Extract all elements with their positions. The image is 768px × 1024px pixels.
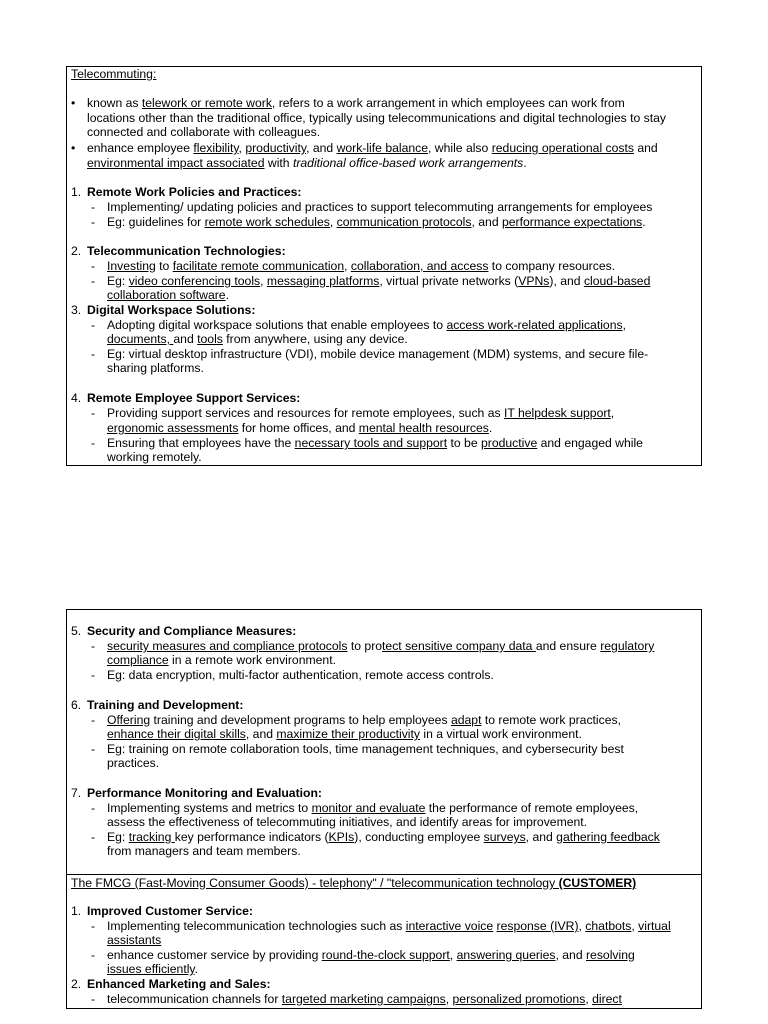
dash: - (91, 347, 96, 361)
item-text: Eg: video conferencing tools, messaging platforms, virtual private networks (VPNs), and cloud-based (107, 274, 651, 288)
item-text: security measures and compliance protocols to protect sensitive company data and ensure regulatory (107, 639, 655, 653)
section-title: Digital Workspace Solutions: (87, 303, 256, 317)
dash: - (91, 406, 96, 420)
section-title: Remote Employee Support Services: (87, 391, 301, 405)
dash: - (91, 259, 96, 273)
item-text: Implementing telecommunication technologies such as interactive voice response (IVR), chatbots, virtual (107, 919, 671, 933)
item-text: Eg: virtual desktop infrastructure (VDI), mobile device management (MDM) systems, and secure file- (107, 347, 649, 361)
dash: - (91, 948, 96, 962)
item-text: Offering training and development programs to help employees adapt to remote work practices, (107, 713, 621, 727)
item-text: Ensuring that employees have the necessary tools and support to be productive and engaged while (107, 436, 643, 450)
dash: - (91, 668, 96, 682)
dash: - (91, 200, 96, 214)
dash: - (91, 274, 96, 288)
section-title: Remote Work Policies and Practices: (87, 185, 302, 199)
page-heading: Telecommuting: (71, 67, 157, 81)
item-text: Adopting digital workspace solutions that enable employees to access work-related applications, (107, 318, 626, 332)
fmcg-heading: The FMCG (Fast-Moving Consumer Goods) - telephony" / "telecommunication technology (CUSTOMER) (71, 876, 637, 890)
dash: - (91, 436, 96, 450)
section-number: 6. (71, 698, 82, 712)
bullet-text: locations other than the traditional office, typically using telecommunications and digital technologies to stay (87, 111, 667, 125)
section-title: Performance Monitoring and Evaluation: (87, 786, 322, 800)
item-text: compliance in a remote work environment. (107, 653, 336, 667)
item-text: sharing platforms. (107, 361, 204, 375)
document-page-1 (66, 66, 702, 466)
item-text: Eg: tracking key performance indicators (KPIs), conducting employee surveys, and gathering feedback (107, 830, 660, 844)
dash: - (91, 713, 96, 727)
item-text: enhance their digital skills, and maximize their productivity in a virtual work environment. (107, 727, 582, 741)
item-text: Providing support services and resources for remote employees, such as IT helpdesk support, (107, 406, 615, 420)
document-page-2 (66, 609, 702, 1009)
section-number: 1. (71, 904, 82, 918)
item-text: working remotely. (107, 450, 202, 464)
item-text: Implementing systems and metrics to monitor and evaluate the performance of remote employees, (107, 801, 639, 815)
bullet-text: connected and collaborate with colleagues. (87, 125, 321, 139)
item-text: Implementing/ updating policies and practices to support telecommuting arrangements for employees (107, 200, 653, 214)
item-text: documents, and tools from anywhere, using any device. (107, 332, 408, 346)
dash: - (91, 639, 96, 653)
item-text: ergonomic assessments for home offices, and mental health resources. (107, 421, 493, 435)
item-text: assess the effectiveness of telecommuting initiatives, and identify areas for improvement. (107, 815, 588, 829)
section-title: Enhanced Marketing and Sales: (87, 977, 271, 991)
item-text: Eg: guidelines for remote work schedules, communication protocols, and performance expectations. (107, 215, 646, 229)
dash: - (91, 742, 96, 756)
item-text: assistants (107, 933, 162, 947)
section-number: 7. (71, 786, 82, 800)
table-divider (67, 874, 701, 875)
bullet-dot: • (71, 96, 76, 110)
item-text: practices. (107, 756, 160, 770)
section-title: Improved Customer Service: (87, 904, 253, 918)
bullet-text: environmental impact associated with traditional office-based work arrangements. (87, 156, 527, 170)
item-text: Investing to facilitate remote communication, collaboration, and access to company resources. (107, 259, 616, 273)
bullet-dot: • (71, 141, 76, 155)
section-title: Telecommunication Technologies: (87, 244, 286, 258)
item-text: Eg: data encryption, multi-factor authentication, remote access controls. (107, 668, 494, 682)
dash: - (91, 992, 96, 1006)
item-text: issues efficiently. (107, 962, 198, 976)
item-text: enhance customer service by providing round-the-clock support, answering queries, and resolving (107, 948, 635, 962)
dash: - (91, 830, 96, 844)
dash: - (91, 318, 96, 332)
dash: - (91, 919, 96, 933)
item-text: Eg: training on remote collaboration tools, time management techniques, and cybersecurity best (107, 742, 624, 756)
section-number: 2. (71, 977, 82, 991)
item-text: telecommunication channels for targeted marketing campaigns, personalized promotions, direct (107, 992, 622, 1006)
dash: - (91, 215, 96, 229)
section-number: 5. (71, 624, 82, 638)
dash: - (91, 801, 96, 815)
section-number: 1. (71, 185, 82, 199)
section-number: 4. (71, 391, 82, 405)
bullet-text: enhance employee flexibility, productivity, and work-life balance, while also reducing operational costs and (87, 141, 658, 155)
item-text: collaboration software. (107, 288, 229, 302)
section-title: Security and Compliance Measures: (87, 624, 297, 638)
bullet-text: known as telework or remote work, refers to a work arrangement in which employees can work from (87, 96, 625, 110)
item-text: from managers and team members. (107, 844, 301, 858)
section-number: 2. (71, 244, 82, 258)
section-number: 3. (71, 303, 82, 317)
section-title: Training and Development: (87, 698, 244, 712)
